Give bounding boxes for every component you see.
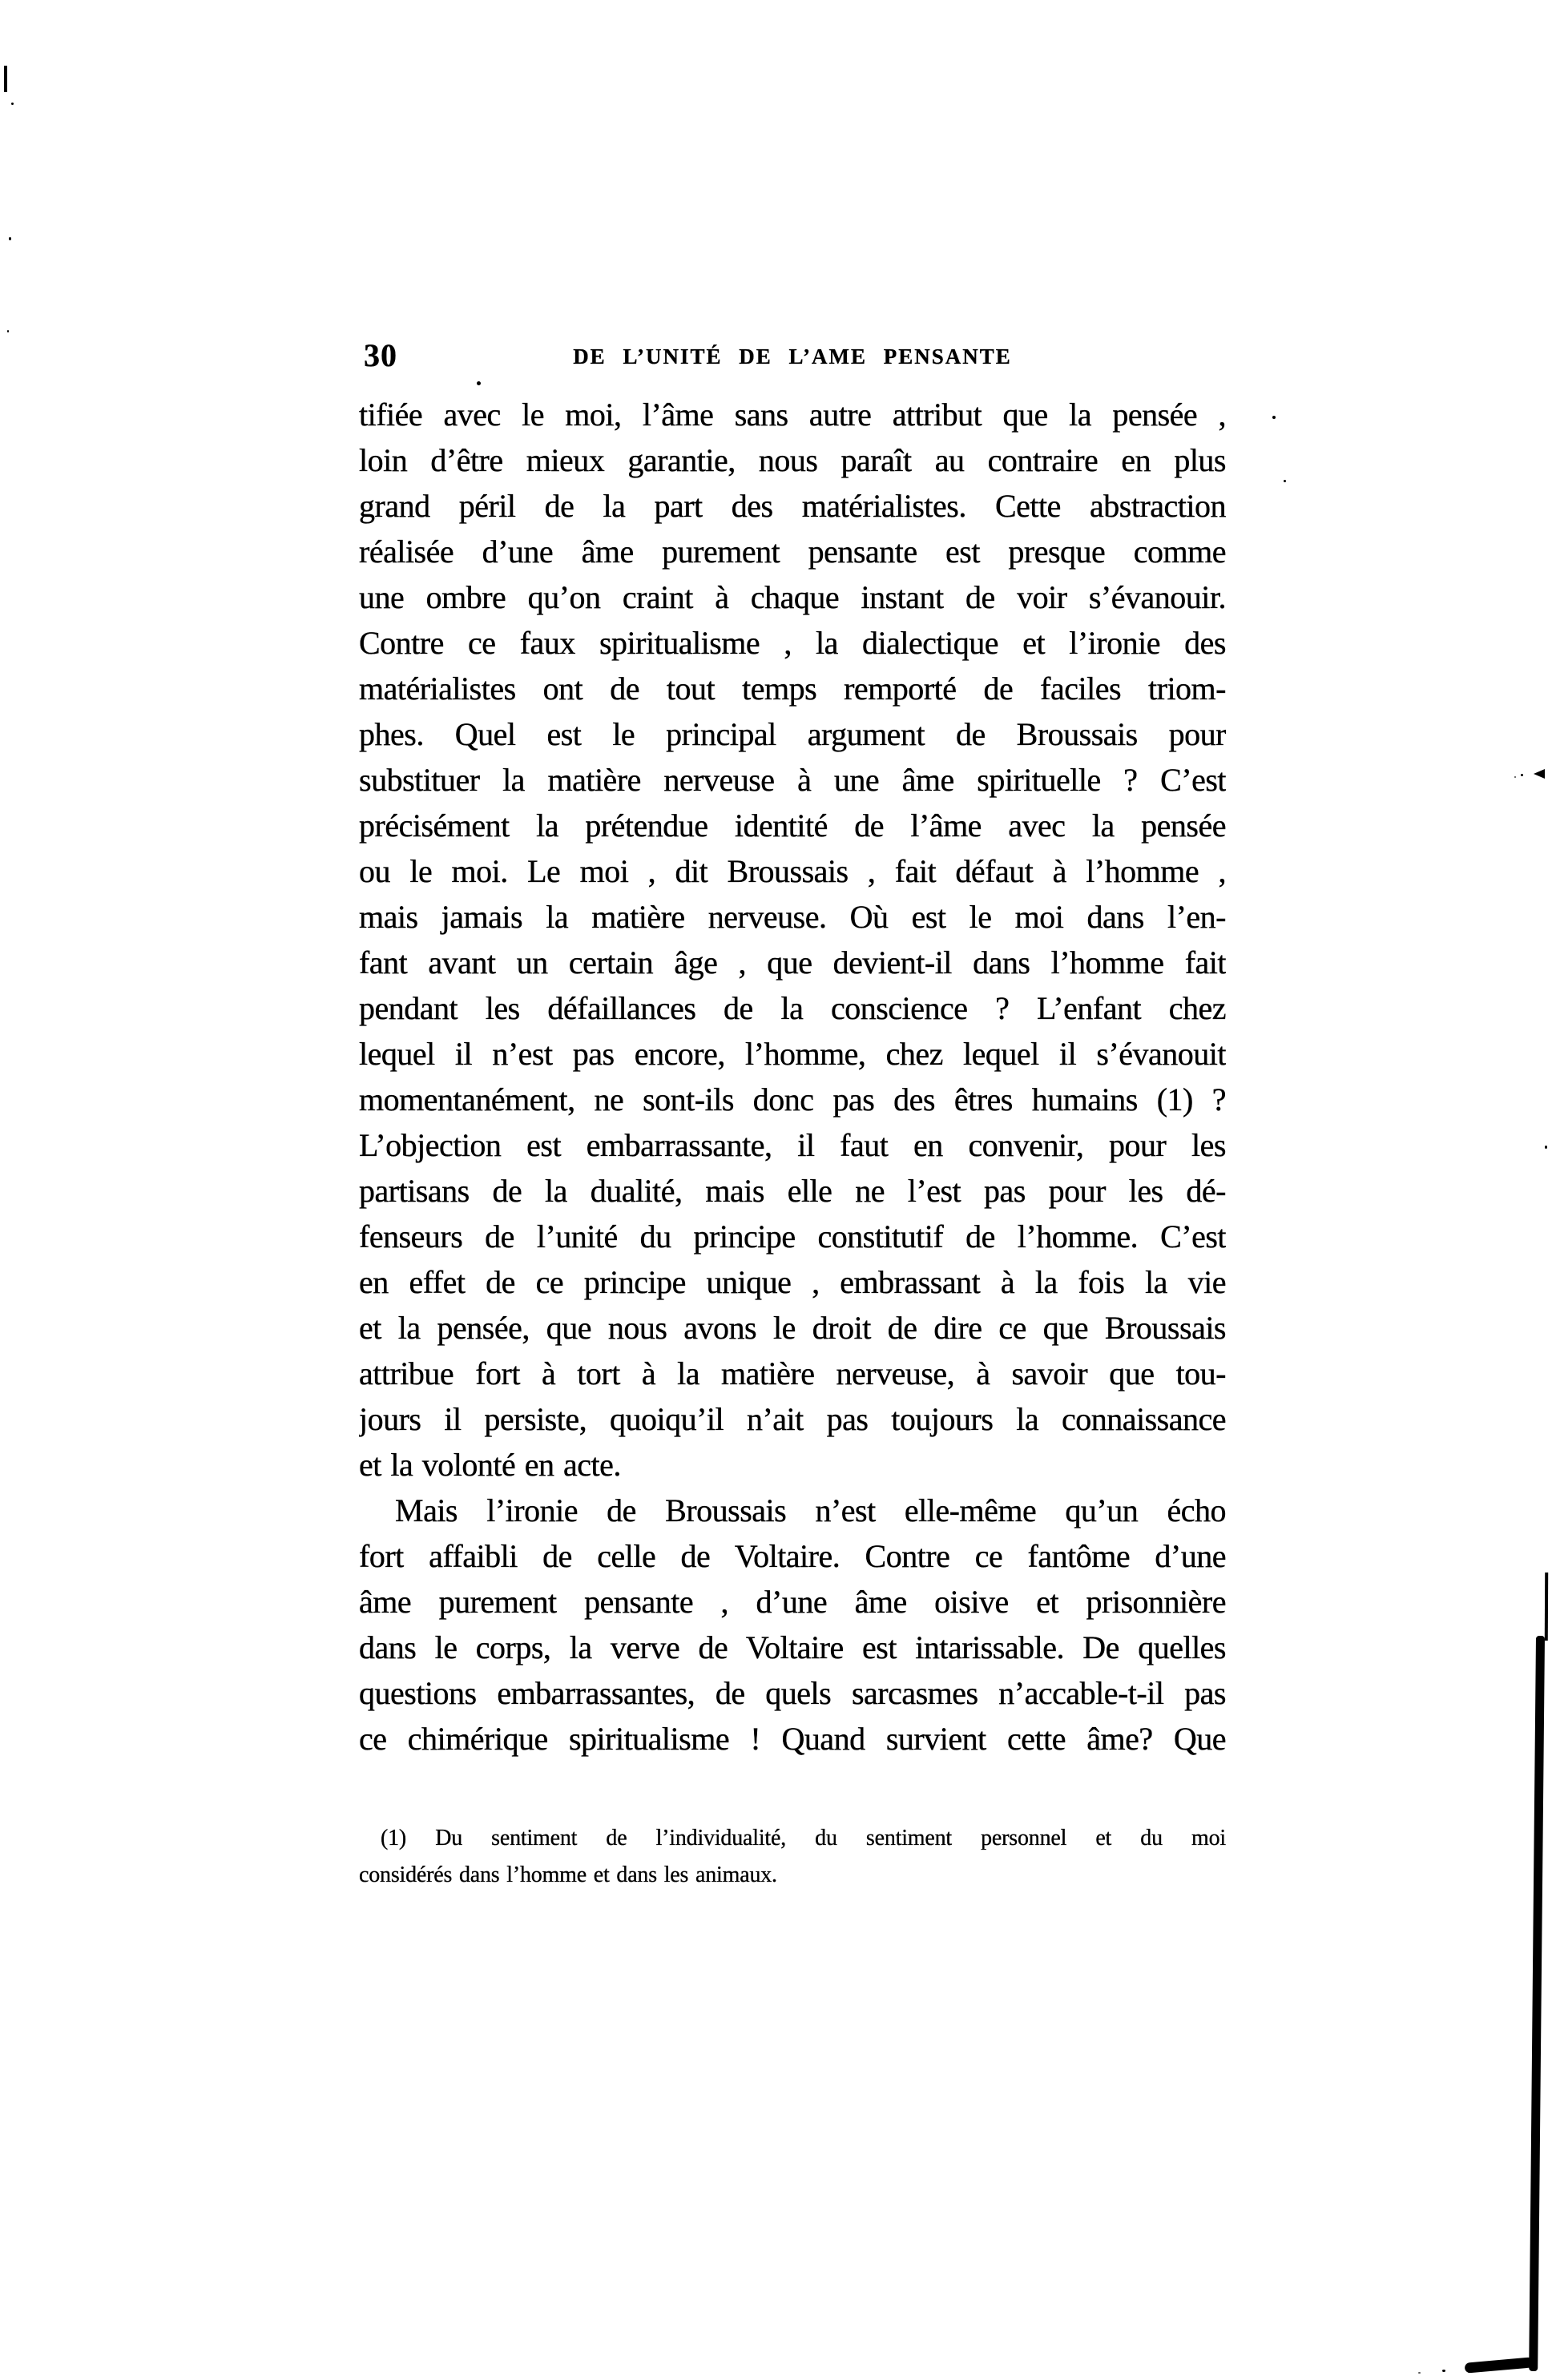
text-line: ce chimérique spiritualisme ! Quand survient cette âme? Que [359,1721,1226,1757]
text-line: momentanément, ne sont-ils donc pas des êtres humains (1) ? [359,1081,1226,1118]
ink-dot-below-page-number [477,381,481,385]
left-margin-ink-mark [4,66,7,92]
paragraph-mais-ironie [359,1488,1226,1762]
ink-speck [9,237,11,240]
text-line: une ombre qu’on craint à chaque instant de voir s’évanouir. [359,579,1226,615]
text-line: substituer la matière nerveuse à une âme spirituelle ? C’est [359,762,1226,798]
text-line: dans le corps, la verve de Voltaire est intarissable. De quelles [359,1629,1226,1665]
text-line: précisément la prétendue identité de l’âme avec la pensée [359,807,1226,844]
running-title: DE L’UNITÉ DE L’AME PENSANTE [573,344,1012,368]
text-line: (1) Du sentiment de l’individualité, du sentiment personnel et du moi [381,1826,1226,1850]
text-line: matérialistes ont de tout temps remporté de faciles triom- [359,671,1226,707]
paragraph-continuation [359,392,1226,1488]
page-header [359,338,1226,377]
text-line: Mais l’ironie de Broussais n’est elle-même qu’un écho [395,1492,1226,1528]
right-edge-ink-line [1529,1636,1545,2371]
footnote [359,1820,1226,1894]
ink-speck [1272,416,1276,419]
ink-speck [1418,2372,1421,2374]
text-line: réalisée d’une âme purement pensante est presque comme [359,534,1226,570]
footnote-lines [359,1820,1226,1894]
text-line: attribue fort à tort à la matière nerveuse, à savoir que tou- [359,1355,1226,1391]
ink-speck [1514,776,1516,778]
ink-speck [1284,480,1286,482]
body-text [359,392,1226,1762]
ink-speck [11,103,14,105]
text-line: et la pensée, que nous avons le droit de dire ce que Broussais [359,1310,1226,1346]
text-line: mais jamais la matière nerveuse. Où est le moi dans l’en- [359,899,1226,935]
text-line: en effet de ce principe unique , embrassant à la fois la vie [359,1264,1226,1300]
text-line: Contre ce faux spiritualisme , la dialectique et l’ironie des [359,625,1226,661]
text-line: considérés dans l’homme et dans les animaux. [359,1863,777,1887]
ink-speck [7,330,9,332]
text-line: questions embarrassantes, de quels sarcasmes n’accable-t-il pas [359,1675,1226,1711]
text-line: tifiée avec le moi, l’âme sans autre attribut que la pensée , [359,397,1226,433]
text-line: âme purement pensante , d’une âme oisive et prisonnière [359,1584,1226,1620]
ink-speck [1442,2370,1445,2372]
text-line: fenseurs de l’unité du principe constitutif de l’homme. C’est [359,1218,1226,1254]
text-line: fort affaibli de celle de Voltaire. Contre ce fantôme d’une [359,1538,1226,1574]
right-margin-arrow-mark [1534,769,1545,779]
text-line: jours il persiste, quoiqu’il n’ait pas toujours la connaissance [359,1401,1226,1437]
text-line: loin d’être mieux garantie, nous paraît au contraire en plus [359,442,1226,478]
text-line: phes. Quel est le principal argument de Broussais pour [359,716,1226,752]
ink-speck [1521,774,1523,776]
text-line: et la volonté en acte. [359,1447,621,1483]
text-line: grand péril de la part des matérialistes. Cette abstraction [359,488,1226,524]
text-line: partisans de la dualité, mais elle ne l’est pas pour les dé- [359,1173,1226,1209]
text-line: ou le moi. Le moi , dit Broussais , fait défaut à l’homme , [359,853,1226,889]
text-line: fant avant un certain âge , que devient-il dans l’homme fait [359,944,1226,981]
text-line: lequel il n’est pas encore, l’homme, chez lequel il s’évanouit [359,1036,1226,1072]
page-number: 30 [364,337,397,373]
right-edge-ink-line-top [1545,1573,1548,1641]
text-line: pendant les défaillances de la conscience ? L’enfant chez [359,990,1226,1026]
bottom-ink-smudge [1465,2357,1534,2373]
text-line: L’objection est embarrassante, il faut en convenir, pour les [359,1127,1226,1163]
ink-speck [1545,1146,1547,1149]
